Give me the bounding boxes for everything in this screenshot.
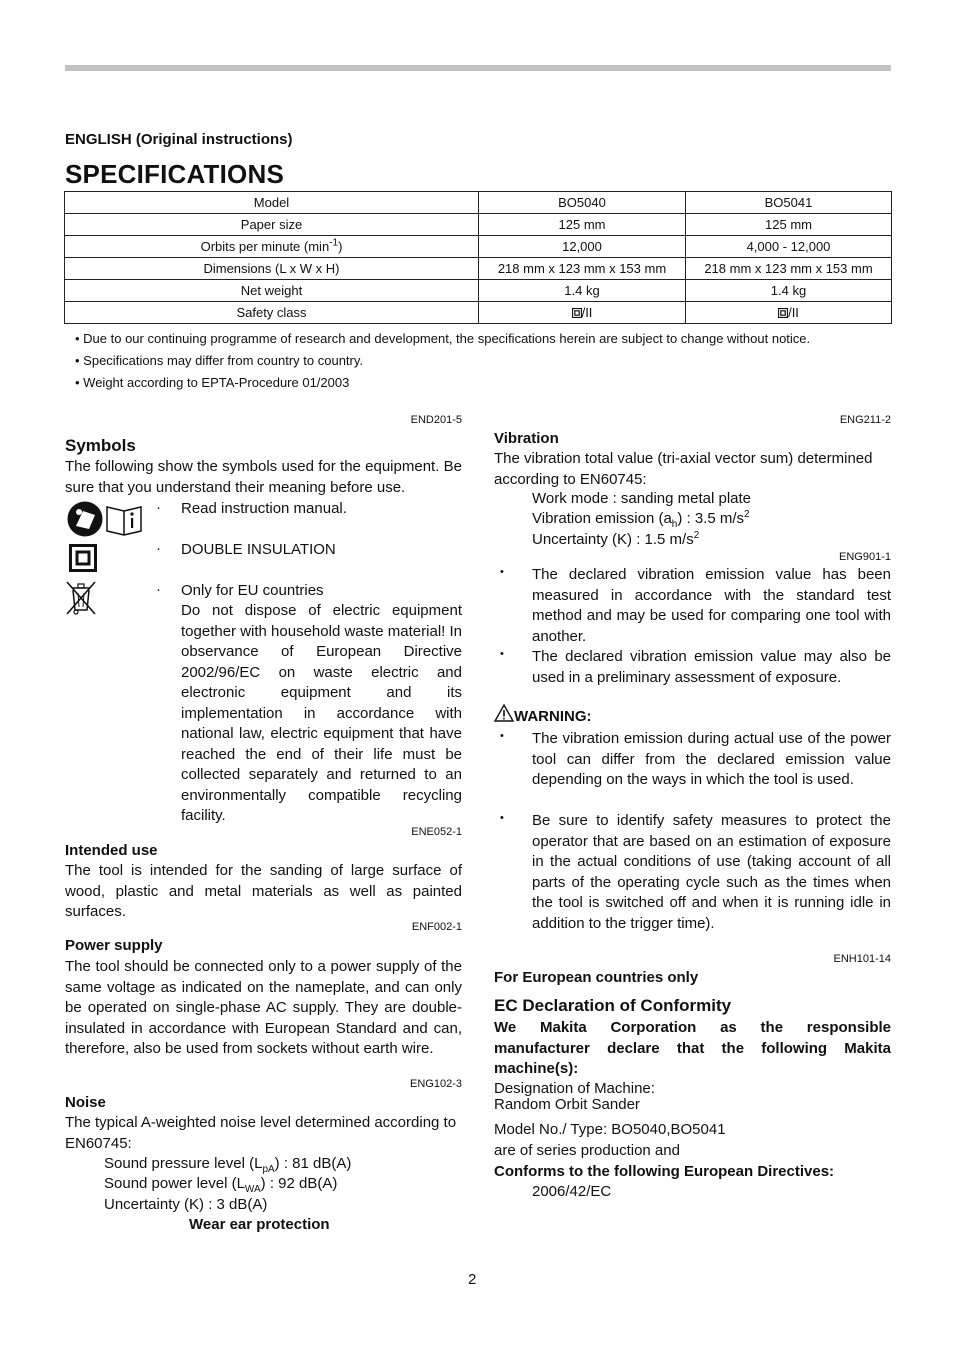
crossed-bin-icon — [64, 580, 98, 616]
spec-note: • Specifications may differ from country to country. — [75, 353, 364, 368]
noise-line — [104, 1155, 352, 1175]
spec-note: • Weight according to EPTA-Procedure 01/2003 — [75, 375, 350, 390]
conforms-heading: Conforms to the following European Directives: — [494, 1163, 835, 1180]
table-cell: Net weight — [65, 280, 479, 302]
table-row — [65, 258, 892, 280]
designation-label: Designation of Machine: — [494, 1080, 655, 1097]
symbol-double-insulation-text: DOUBLE INSULATION — [181, 541, 336, 558]
page-title: SPECIFICATIONS — [65, 159, 285, 189]
double-insulation-icon — [69, 544, 97, 572]
symbol-read-manual-text: Read instruction manual. — [181, 500, 347, 517]
text: Vibration emission (a — [532, 510, 672, 527]
symbols-heading: Symbols — [65, 436, 136, 455]
table-cell: Dimensions (L x W x H) — [65, 258, 479, 280]
bullet: • — [500, 812, 504, 824]
symbol-eu-title: Only for EU countries — [181, 582, 324, 599]
table-cell: 218 mm x 123 mm x 153 mm — [686, 258, 892, 280]
read-manual-icon — [67, 499, 145, 539]
ec-declaration-statement: We Makita Corporation as the responsible manufacturer declare that the following Makita machine(s): — [494, 1019, 891, 1077]
cell-text: ) — [338, 239, 343, 254]
cell-sup: -1 — [329, 237, 339, 249]
table-cell: 12,000 — [479, 236, 686, 258]
specifications-table — [64, 191, 892, 324]
warning-bullet-text: The vibration emission during actual use of the power tool can differ from the declared emission value depending on the ways in which the tool is used. — [532, 730, 891, 788]
vibration-line — [532, 509, 750, 530]
model-type: Model No./ Type: BO5040,BO5041 — [494, 1121, 726, 1138]
table-cell: 125 mm — [479, 214, 686, 236]
double-insulation-icon — [572, 308, 582, 318]
table-cell: Paper size — [65, 214, 479, 236]
text: ) : 81 dB(A) — [274, 1155, 352, 1172]
directive: 2006/42/EC — [532, 1183, 612, 1200]
vibration-heading: Vibration — [494, 430, 559, 447]
noise-line: Uncertainty (K) : 3 dB(A) — [104, 1196, 268, 1213]
section-code: ENG102-3 — [410, 1078, 462, 1090]
subscript: WA — [244, 1184, 261, 1195]
intended-use-text: The tool is intended for the sanding of large surface of wood, plastic and metal materials as well as painted surfaces. — [65, 862, 462, 920]
spec-note: • Due to our continuing programme of research and development, the specifications herein are subject to change without notice. — [75, 331, 811, 346]
top-rule — [65, 65, 891, 71]
series-production: are of series production and — [494, 1142, 680, 1159]
section-code: ENG211-2 — [839, 414, 891, 426]
cell-text: /II — [581, 305, 593, 320]
table-cell — [479, 302, 686, 324]
bullet: • — [500, 730, 504, 742]
superscript: 2 — [744, 509, 750, 520]
warning-heading: WARNING: — [514, 708, 592, 725]
intended-use-heading: Intended use — [65, 842, 158, 859]
power-supply-heading: Power supply — [65, 937, 163, 954]
noise-line — [104, 1175, 338, 1195]
section-code: ENG901-1 — [839, 551, 891, 563]
bullet: • — [500, 566, 504, 578]
table-cell: 125 mm — [686, 214, 892, 236]
text: Sound pressure level (L — [104, 1155, 263, 1172]
table-cell — [686, 302, 892, 324]
section-code: END201-5 — [410, 414, 462, 426]
table-cell: Model — [65, 192, 479, 214]
table-cell: 4,000 - 12,000 — [686, 236, 892, 258]
bullet: · — [156, 581, 161, 598]
table-cell: 1.4 kg — [686, 280, 892, 302]
vibration-bullet-text: The declared vibration emission value has been measured in accordance with the standard test method and may be used for comparing one tool with another. — [532, 566, 891, 645]
warning-bullet-text: Be sure to identify safety measures to protect the operator that are based on an estimation of exposure in the actual conditions of use (taking account of all parts of the operating cycle such as the times when the tool is switched off and when it is running idle in addition to the trigger time). — [532, 812, 891, 932]
text: Sound power level (L — [104, 1175, 245, 1192]
bullet: • — [500, 648, 504, 660]
vibration-line — [532, 531, 699, 548]
text: ) : 3.5 m/s — [677, 510, 745, 527]
table-cell: 218 mm x 123 mm x 153 mm — [479, 258, 686, 280]
section-code: ENE052-1 — [411, 826, 462, 838]
table-row — [65, 236, 892, 258]
page-number: 2 — [468, 1271, 477, 1288]
table-row — [65, 302, 892, 324]
text: Uncertainty (K) : 1.5 m/s — [532, 531, 694, 548]
ear-protection-note: Wear ear protection — [189, 1216, 330, 1233]
subscript: pA — [262, 1164, 275, 1175]
double-insulation-icon — [778, 308, 788, 318]
table-row — [65, 214, 892, 236]
table-cell: BO5041 — [686, 192, 892, 214]
noise-heading: Noise — [65, 1094, 106, 1111]
bullet: · — [156, 540, 161, 557]
machine-name: Random Orbit Sander — [494, 1096, 640, 1113]
cell-text: /II — [788, 305, 799, 320]
vibration-line: Work mode : sanding metal plate — [532, 490, 752, 507]
symbol-eu-text: Do not dispose of electric equipment together with household waste material! In observance of European Directive 2002/96/EC on waste electric and electronic equipment and its implementation in accordance with national law, electric equipment that have reached the end of their life must be collected separately and returned to an environmentally compatible recycling facility. — [181, 602, 462, 824]
table-cell: 1.4 kg — [479, 280, 686, 302]
table-cell: BO5040 — [479, 192, 686, 214]
table-header-row — [65, 192, 892, 214]
cell-text: Orbits per minute (min — [200, 239, 330, 254]
bullet: · — [156, 499, 161, 516]
subscript: h — [671, 519, 678, 530]
superscript: 2 — [693, 530, 700, 541]
eu-only-heading: For European countries only — [494, 969, 699, 986]
power-supply-text: The tool should be connected only to a power supply of the same voltage as indicated on the nameplate, and can only be operated on single-phase AC supply. They are double-insulated in accordance with European Standard and can, therefore, also be used from sockets without earth wire. — [65, 958, 462, 1057]
section-code: ENF002-1 — [411, 921, 462, 933]
warning-icon — [494, 704, 514, 722]
text: ) : 92 dB(A) — [260, 1175, 338, 1192]
ec-declaration-heading: EC Declaration of Conformity — [494, 996, 732, 1015]
section-code: ENH101-14 — [833, 953, 891, 965]
vibration-bullet-text: The declared vibration emission value may also be used in a preliminary assessment of exposure. — [532, 648, 891, 686]
noise-intro: The typical A-weighted noise level determined according to EN60745: — [65, 1114, 457, 1152]
vibration-intro: The vibration total value (tri-axial vector sum) determined according to EN60745: — [494, 450, 873, 488]
table-cell: Safety class — [65, 302, 479, 324]
symbols-intro: The following show the symbols used for the equipment. Be sure that you understand their meaning before use. — [65, 458, 462, 496]
table-row — [65, 280, 892, 302]
table-cell — [65, 236, 479, 258]
language-label: ENGLISH (Original instructions) — [65, 131, 293, 148]
